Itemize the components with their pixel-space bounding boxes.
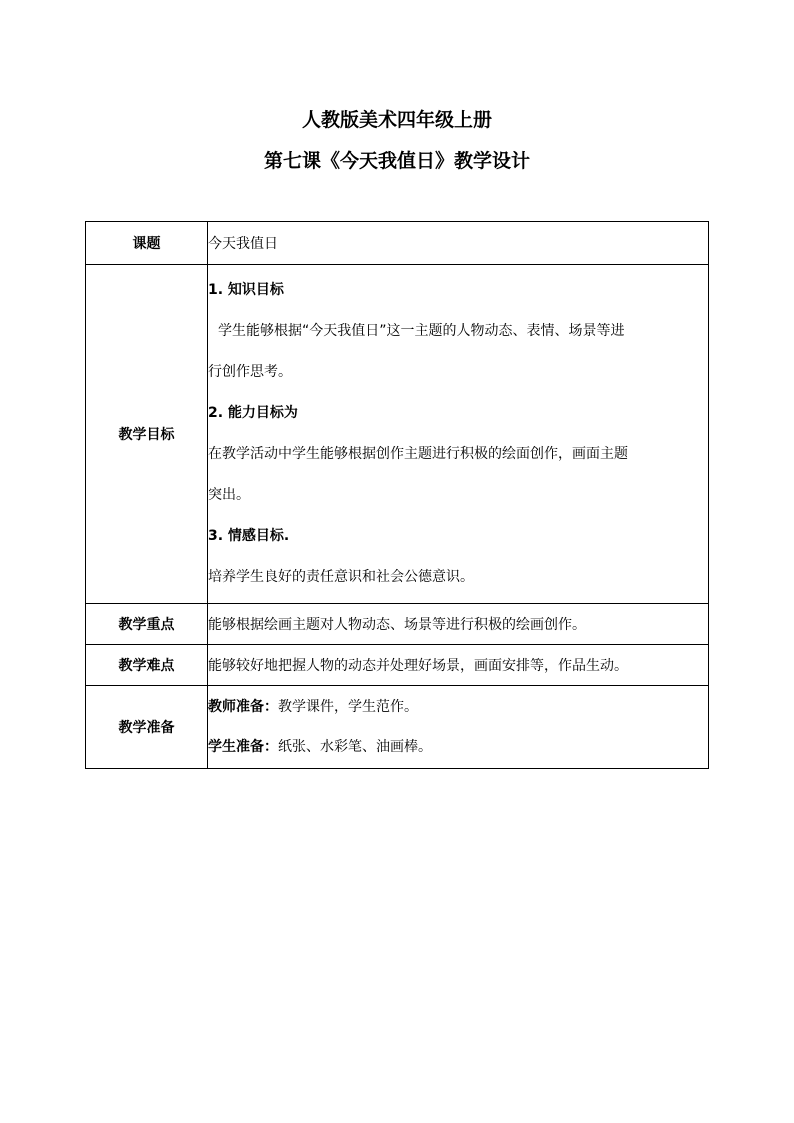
student-preparation-value: 纸张、水彩笔、油画棒。: [278, 739, 432, 755]
knowledge-goal-text-1: 学生能够根据“今天我值日”这一主题的人物动态、表情、场景等进: [218, 323, 625, 339]
teacher-preparation-label: 教师准备：: [208, 699, 278, 715]
teacher-preparation-value: 教学课件，学生范作。: [278, 699, 418, 715]
knowledge-goal-heading: 1. 知识目标: [208, 282, 284, 298]
table-row-difficulties: [86, 645, 709, 686]
table-row-topic: [86, 222, 709, 265]
topic-label: 课题: [86, 222, 208, 265]
ability-goal-heading: 2. 能力目标为: [208, 405, 298, 421]
key-points-value: 能够根据绘画主题对人物动态、场景等进行积极的绘画创作。: [208, 604, 709, 645]
lesson-plan-table: [85, 221, 709, 769]
difficulties-label: 教学难点: [86, 645, 208, 686]
preparation-content: [208, 686, 709, 769]
table-row-preparation: [86, 686, 709, 769]
student-preparation: [208, 727, 708, 767]
ability-goal-text-2: 突出。: [208, 487, 250, 503]
key-points-label: 教学重点: [86, 604, 208, 645]
student-preparation-label: 学生准备：: [208, 739, 278, 755]
goals-content: [208, 265, 709, 604]
table-row-key-points: [86, 604, 709, 645]
ability-goal-text-1: 在教学活动中学生能够根据创作主题进行积极的绘面创作，画面主题: [208, 446, 628, 462]
document-title: 人教版美术四年级上册: [301, 109, 492, 131]
preparation-label: 教学准备: [86, 686, 208, 769]
emotion-goal-text-1: 培养学生良好的责任意识和社会公德意识。: [208, 569, 474, 585]
knowledge-goal-text-2: 行创作思考。: [208, 364, 292, 380]
topic-value: 今天我值日: [208, 222, 709, 265]
teacher-preparation: [208, 687, 708, 727]
emotion-goal-heading: 3. 情感目标.: [208, 528, 290, 544]
goals-label: 教学目标: [86, 265, 208, 604]
difficulties-value: 能够较好地把握人物的动态并处理好场景，画面安排等，作品生动。: [208, 645, 709, 686]
table-row-goals: [86, 265, 709, 604]
document-subtitle: 第七课《今天我值日》教学设计: [263, 150, 530, 172]
